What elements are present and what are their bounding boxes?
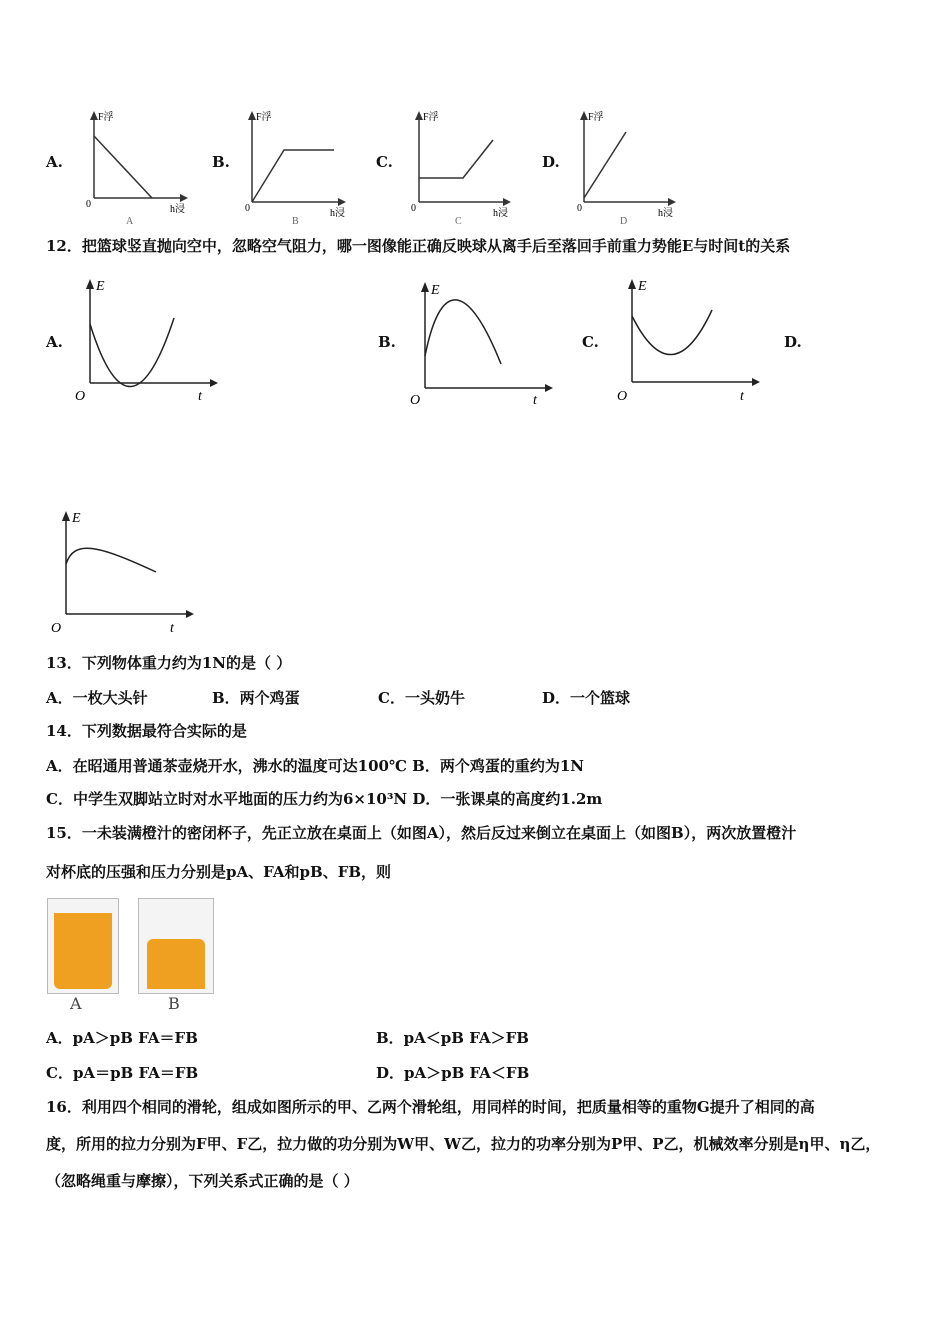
q11-graph-c [405,108,515,227]
q11-d-letter: D [620,216,628,227]
q12-b-y-label: E [431,283,440,298]
q16-question-line2: 度，所用的拉力分别为F甲、F乙，拉力做的功分别为W甲、W乙，拉力的功率分别为P甲、P乙，机械效率分别是η甲、η乙， [46,1135,881,1153]
q11-d-y-label: F浮 [588,112,604,123]
q11-c-x-label: h浸 [493,208,508,219]
q12-d-y-label: E [72,511,81,526]
q12-question: 12．把篮球竖直抛向空中，忽略空气阻力，哪一图像能正确反映球从离手后至落回手前重力势能E与时间t的关系 [46,237,791,255]
q15-photo-label-b: B [168,994,180,1013]
q12-a-origin: O [75,389,86,404]
q13-option-d: D．一个篮球 [542,689,631,707]
q15-option-b: B．pA＜pB FA＞FB [376,1029,529,1047]
q12-c-x-label: t [740,389,744,404]
q12-graph-b [405,276,565,411]
q11-c-letter: C [455,216,462,227]
q11-c-y-label: F浮 [423,112,439,123]
q11-b-x-label: h浸 [330,208,345,219]
q12-graph-d [46,504,206,639]
q15-question-line1: 15．一未装满橙汁的密闭杯子，先正立放在桌面上（如图A），然后反过来倒立在桌面上（如图B），两次放置橙汁 [46,824,797,842]
q12-option-a-label: A. [46,333,63,351]
q11-b-letter: B [292,216,299,227]
q11-option-c-label: C. [376,153,393,171]
q14-options-line1: A．在昭通用普通茶壶烧开水，沸水的温度可达100℃ B．两个鸡蛋的重约为1N [46,757,584,775]
q11-b-origin: 0 [245,203,250,214]
q15-option-d: D．pA＞pB FA＜FB [376,1064,530,1082]
q11-d-origin: 0 [577,203,582,214]
q11-a-origin: 0 [86,199,91,210]
q11-option-d-label: D. [542,153,560,171]
q12-a-y-label: E [96,279,105,294]
q11-graph-a [80,108,190,227]
q15-cup-photo-a [47,898,119,994]
q15-option-c: C．pA＝pB FA＝FB [46,1064,199,1082]
q13-option-b: B．两个鸡蛋 [212,689,300,707]
q11-d-x-label: h浸 [658,208,673,219]
q15-option-a: A．pA＞pB FA＝FB [46,1029,198,1047]
q11-option-a-label: A. [46,153,63,171]
q13-option-a: A．一枚大头针 [46,689,148,707]
q11-c-origin: 0 [411,203,416,214]
q12-option-c-label: C. [582,333,599,351]
q14-question: 14．下列数据最符合实际的是 [46,722,247,740]
q12-d-x-label: t [170,621,174,636]
q12-option-b-label: B. [378,333,396,351]
q15-question-line2: 对杯底的压强和压力分别是pA、FA和pB、FB，则 [46,863,392,881]
q11-option-b-label: B. [212,153,230,171]
q15-photo-label-a: A [70,994,82,1013]
q12-d-origin: O [51,621,62,636]
q12-c-y-label: E [638,279,647,294]
q12-b-x-label: t [533,393,537,408]
q12-option-d-label: D. [784,333,802,351]
q13-option-c: C．一头奶牛 [378,689,465,707]
q15-cup-a-juice [54,913,112,989]
q16-question-line3: （忽略绳重与摩擦），下列关系式正确的是（ ） [46,1172,359,1190]
q11-a-letter: A [126,216,134,227]
q11-a-x-label: h浸 [170,204,185,215]
q11-a-y-label: F浮 [98,112,114,123]
q12-a-x-label: t [198,389,202,404]
q15-cup-photo-b [138,898,214,994]
q12-b-origin: O [410,393,421,408]
q15-cup-b-juice [147,939,205,989]
q12-graph-c [612,272,772,407]
q14-options-line2: C．中学生双脚站立时对水平地面的压力约为6×10³N D．一张课桌的高度约1.2m [46,790,603,808]
q13-question: 13．下列物体重力约为1N的是（ ） [46,654,292,672]
q11-graph-d [572,108,682,227]
q11-b-y-label: F浮 [256,112,272,123]
q11-graph-b [240,108,350,227]
q12-c-origin: O [617,389,628,404]
q16-question-line1: 16．利用四个相同的滑轮，组成如图所示的甲、乙两个滑轮组，用同样的时间，把质量相等的重物G提升了相同的高 [46,1098,815,1116]
q12-graph-a [70,272,230,407]
